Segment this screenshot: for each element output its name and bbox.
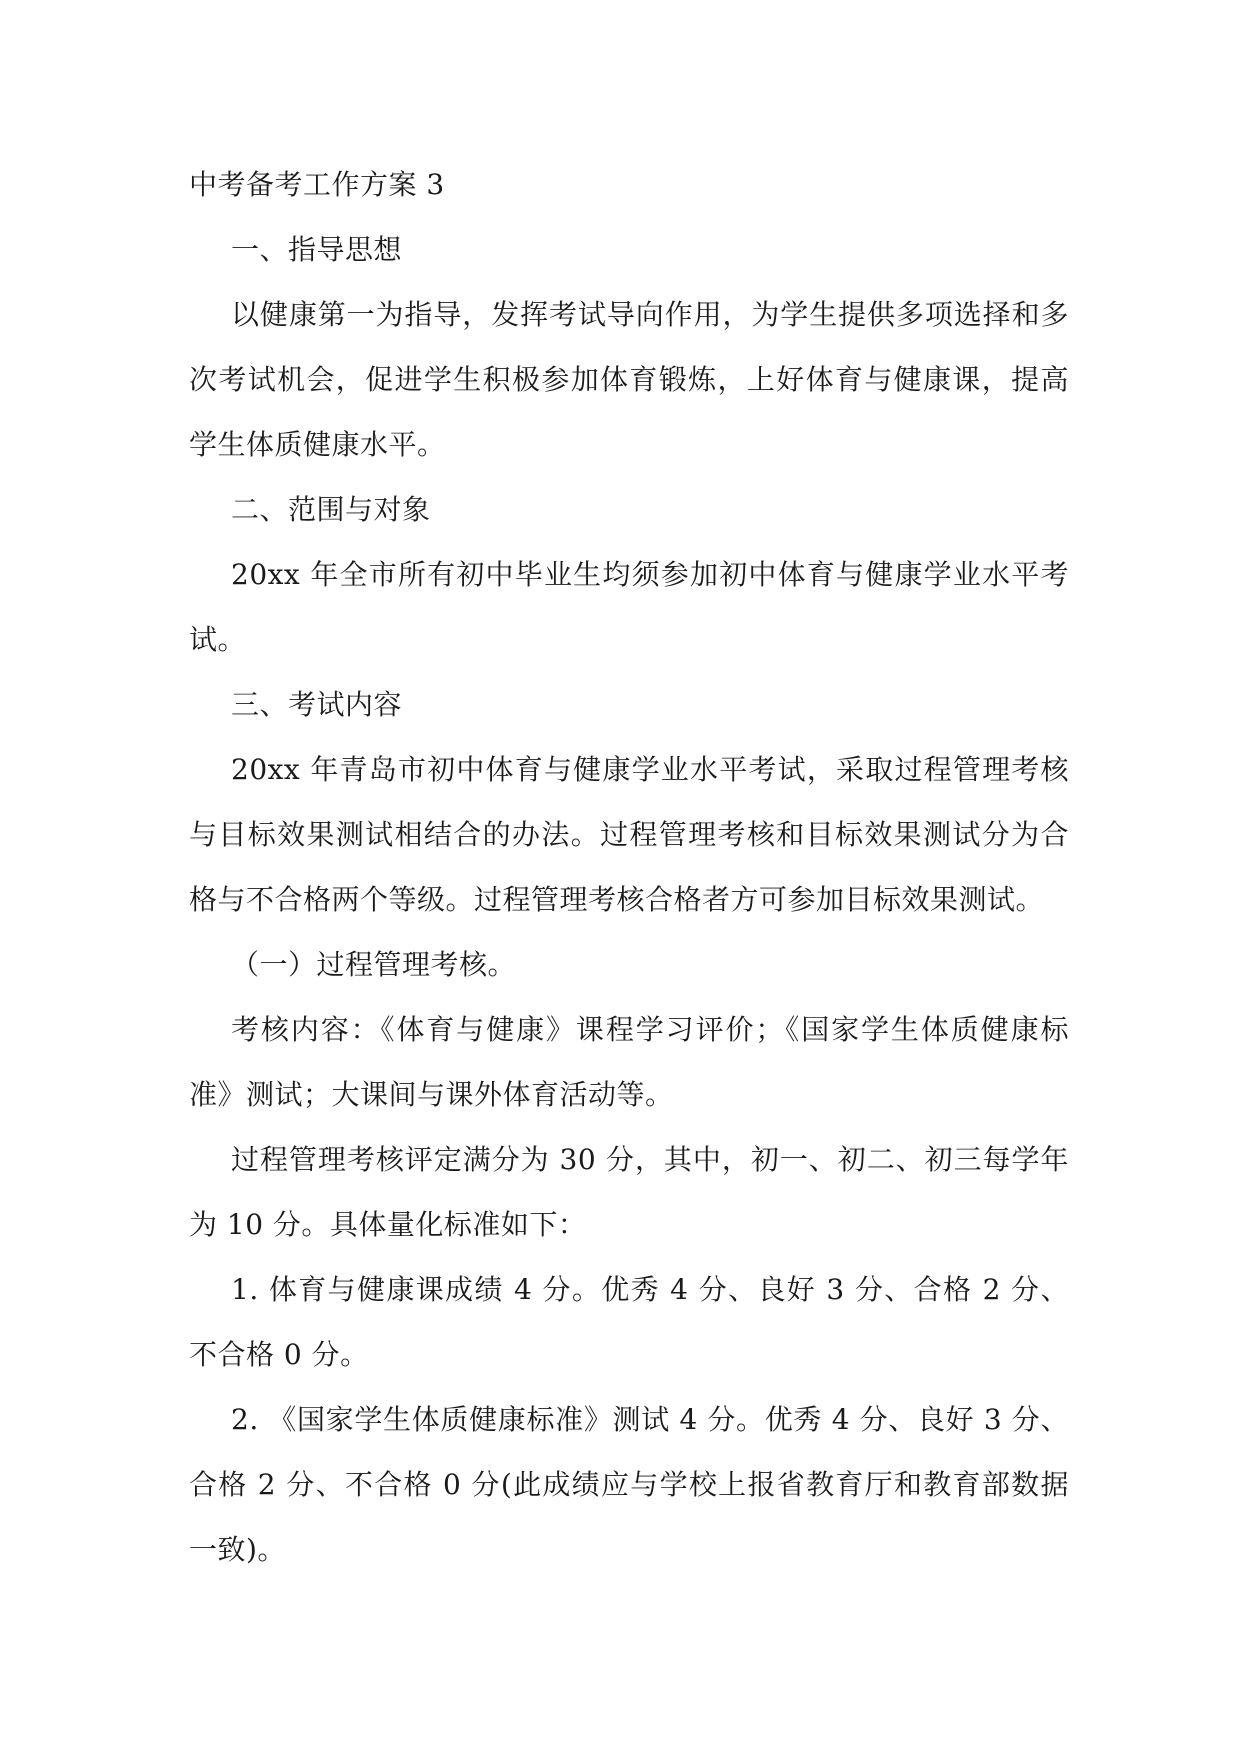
subsection-heading-process-assessment: （一）过程管理考核。 [231, 948, 517, 981]
section-heading-guiding-ideology: 一、指导思想 [231, 233, 403, 266]
document-title: 中考备考工作方案 3 [189, 168, 445, 201]
list-item-2: 2. 《国家学生体质健康标准》测试 4 分。优秀 4 分、良好 3 分、合格 2 分、不合格 0 分(此成绩应与学校上报省教育厅和教育部数据一致)。 [189, 1403, 1069, 1566]
paragraph-guiding-ideology: 以健康第一为指导，发挥考试导向作用，为学生提供多项选择和多次考试机会，促进学生积极参加体育锻炼，上好体育与健康课，提高学生体质健康水平。 [189, 298, 1069, 461]
section-heading-exam-content: 三、考试内容 [231, 688, 403, 721]
document-body [189, 152, 1069, 1582]
paragraph-assessment-content: 考核内容：《体育与健康》课程学习评价；《国家学生体质健康标准》测试；大课间与课外体育活动等。 [189, 1013, 1069, 1111]
paragraph-assessment-score: 过程管理考核评定满分为 30 分，其中，初一、初二、初三每学年为 10 分。具体量化标准如下： [189, 1143, 1069, 1241]
list-item-1: 1. 体育与健康课成绩 4 分。优秀 4 分、良好 3 分、合格 2 分、不合格 0 分。 [189, 1273, 1069, 1371]
paragraph-exam-content: 20xx 年青岛市初中体育与健康学业水平考试，采取过程管理考核与目标效果测试相结合的办法。过程管理考核和目标效果测试分为合格与不合格两个等级。过程管理考核合格者方可参加目标效果测试。 [189, 753, 1069, 916]
paragraph-scope: 20xx 年全市所有初中毕业生均须参加初中体育与健康学业水平考试。 [189, 558, 1069, 656]
section-heading-scope: 二、范围与对象 [231, 493, 431, 526]
